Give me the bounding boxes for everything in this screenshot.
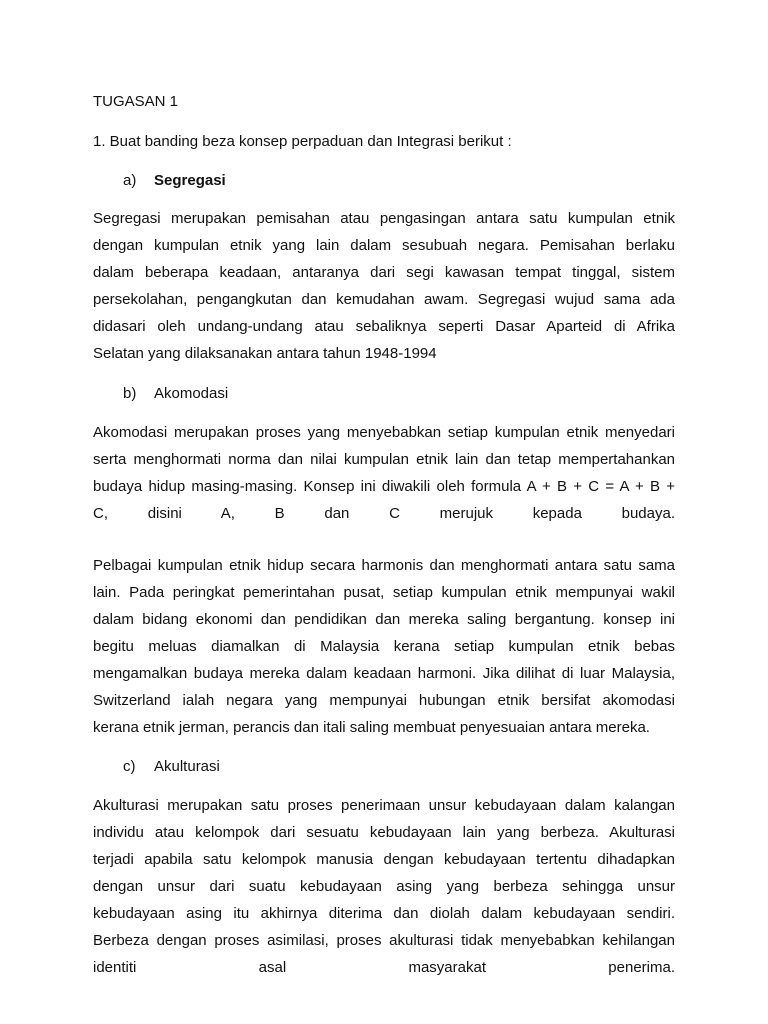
section-c-label: c) (123, 758, 136, 775)
paragraph-line: identiti asal masyarakat penerima. (93, 959, 675, 976)
section-a-paragraph-1 (93, 205, 675, 367)
paragraph-line: terjadi apabila satu kelompok manusia dengan kebudayaan tertentu dihadapkan (93, 851, 675, 868)
section-a-title: Segregasi (154, 172, 226, 189)
paragraph-line: individu atau kelompok dari sesuatu kebudayaan lain yang berbeza. Akulturasi (93, 824, 675, 841)
paragraph-line: Akomodasi merupakan proses yang menyebabkan setiap kumpulan etnik menyedari (93, 424, 675, 441)
paragraph-line: kebudayaan asing itu akhirnya diterima dan diolah dalam kebudayaan sendiri. (93, 905, 675, 922)
paragraph-line: Akulturasi merupakan satu proses penerimaan unsur kebudayaan dalam kalangan (93, 797, 675, 814)
paragraph-line: dengan unsur dari suatu kebudayaan asing yang berbeza sehingga unsur (93, 878, 675, 895)
section-b-paragraph-2 (93, 552, 675, 741)
paragraph-line: Switzerland ialah negara yang mempunyai hubungan etnik bersifat akomodasi (93, 692, 675, 709)
paragraph-line: Segregasi merupakan pemisahan atau pengasingan antara satu kumpulan etnik (93, 210, 675, 227)
paragraph-line: kerana etnik jerman, perancis dan itali saling membuat penyesuaian antara mereka. (93, 719, 650, 736)
paragraph-line: Berbeza dengan proses asimilasi, proses akulturasi tidak menyebabkan kehilangan (93, 932, 675, 949)
paragraph-line: persekolahan, pengangkutan dan kemudahan awam. Segregasi wujud sama ada (93, 291, 675, 308)
paragraph-line: C, disini A, B dan C merujuk kepada budaya. (93, 505, 675, 522)
paragraph-line: budaya hidup masing-masing. Konsep ini diwakili oleh formula A + B + C = A + B + (93, 478, 675, 495)
section-b-title: Akomodasi (154, 385, 229, 402)
paragraph-line: didasari oleh undang-undang atau sebaliknya seperti Dasar Aparteid di Afrika (93, 318, 675, 335)
paragraph-line: dalam beberapa keadaan, antaranya dari segi kawasan tempat tinggal, sistem (93, 264, 675, 281)
paragraph-line: Selatan yang dilaksanakan antara tahun 1948-1994 (93, 345, 437, 362)
section-c-title: Akulturasi (154, 758, 220, 775)
paragraph-line: begitu meluas diamalkan di Malaysia kerana setiap kumpulan etnik bebas (93, 638, 675, 655)
paragraph-line: lain. Pada peringkat pemerintahan pusat, setiap kumpulan etnik mempunyai wakil (93, 584, 675, 601)
paragraph-line: dalam bidang ekonomi dan pendidikan dan mereka saling bergantung. konsep ini (93, 611, 675, 628)
paragraph-line: dengan kumpulan etnik yang lain dalam sesubuah negara. Pemisahan berlaku (93, 237, 675, 254)
section-b-label: b) (123, 385, 137, 402)
section-c-paragraph-1 (93, 792, 675, 981)
section-b-paragraph-1 (93, 419, 675, 527)
question-text: 1. Buat banding beza konsep perpaduan dan Integrasi berikut : (93, 133, 512, 150)
document-title: TUGASAN 1 (93, 93, 179, 110)
section-a-label: a) (123, 172, 137, 189)
paragraph-line: mengamalkan budaya mereka dalam keadaan harmoni. Jika dilihat di luar Malaysia, (93, 665, 675, 682)
paragraph-line: Pelbagai kumpulan etnik hidup secara harmonis dan menghormati antara satu sama (93, 557, 675, 574)
paragraph-line: serta menghormati norma dan nilai kumpulan etnik lain dan tetap mempertahankan (93, 451, 675, 468)
